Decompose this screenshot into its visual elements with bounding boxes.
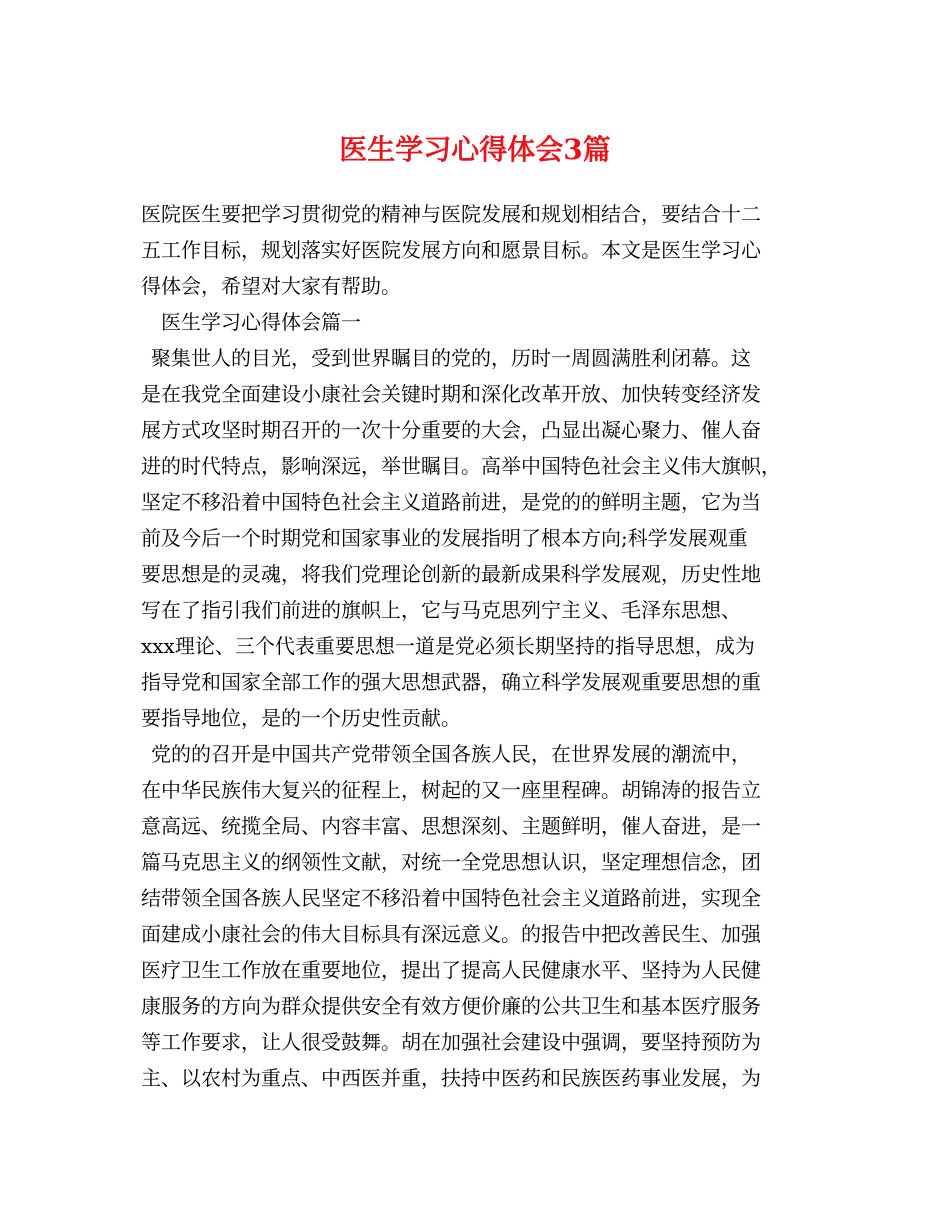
text-line: 医院医生要把学习贯彻党的精神与医院发展和规划相结合，要结合十二 <box>141 202 761 226</box>
text-line: xxx理论、三个代表重要思想一道是党必须长期坚持的指导思想，成为 <box>141 634 755 658</box>
text-line: 在中华民族伟大复兴的征程上，树起的又一座里程碑。胡锦涛的报告立 <box>141 778 761 802</box>
text-line: 指导党和国家全部工作的强大思想武器，确立科学发展观重要思想的重 <box>141 670 761 694</box>
text-line: 要思想是的灵魂，将我们党理论创新的最新成果科学发展观，历史性地 <box>141 562 761 586</box>
text-line: 党的的召开是中国共产党带领全国各族人民，在世界发展的潮流中， <box>151 742 751 766</box>
section-heading: 医生学习心得体会篇一 <box>161 310 361 334</box>
text-line: 得体会，希望对大家有帮助。 <box>141 274 401 298</box>
text-line: 主、以农村为重点、中西医并重，扶持中医药和民族医药事业发展，为 <box>141 1066 761 1090</box>
document-body <box>141 196 831 1096</box>
text-line: 聚集世人的目光，受到世界瞩目的党的，历时一周圆满胜利闭幕。这 <box>151 346 751 370</box>
document-title: 医生学习心得体会3篇 <box>339 133 611 166</box>
text-line: 篇马克思主义的纲领性文献，对统一全党思想认识，坚定理想信念，团 <box>141 850 761 874</box>
text-line: 展方式攻坚时期召开的一次十分重要的大会，凸显出凝心聚力、催人奋 <box>141 418 761 442</box>
text-line: 意高远、统揽全局、内容丰富、思想深刻、主题鲜明，催人奋进，是一 <box>141 814 761 838</box>
text-line: 医疗卫生工作放在重要地位，提出了提高人民健康水平、坚持为人民健 <box>141 958 761 982</box>
text-line: 进的时代特点，影响深远，举世瞩目。高举中国特色社会主义伟大旗帜， <box>141 454 781 478</box>
text-line: 面建成小康社会的伟大目标具有深远意义。的报告中把改善民生、加强 <box>141 922 761 946</box>
text-line: 前及今后一个时期党和国家事业的发展指明了根本方向;科学发展观重 <box>141 526 748 550</box>
text-line: 写在了指引我们前进的旗帜上，它与马克思列宁主义、毛泽东思想、 <box>141 598 741 622</box>
text-line: 坚定不移沿着中国特色社会主义道路前进，是党的的鲜明主题，它为当 <box>141 490 761 514</box>
text-line: 结带领全国各族人民坚定不移沿着中国特色社会主义道路前进，实现全 <box>141 886 761 910</box>
text-line: 五工作目标，规划落实好医院发展方向和愿景目标。本文是医生学习心 <box>141 238 761 262</box>
text-line: 是在我党全面建设小康社会关键时期和深化改革开放、加快转变经济发 <box>141 382 761 406</box>
text-line: 等工作要求，让人很受鼓舞。胡在加强社会建设中强调，要坚持预防为 <box>141 1030 761 1054</box>
text-line: 要指导地位，是的一个历史性贡献。 <box>141 706 461 730</box>
text-line: 康服务的方向为群众提供安全有效方便价廉的公共卫生和基本医疗服务 <box>141 994 761 1018</box>
